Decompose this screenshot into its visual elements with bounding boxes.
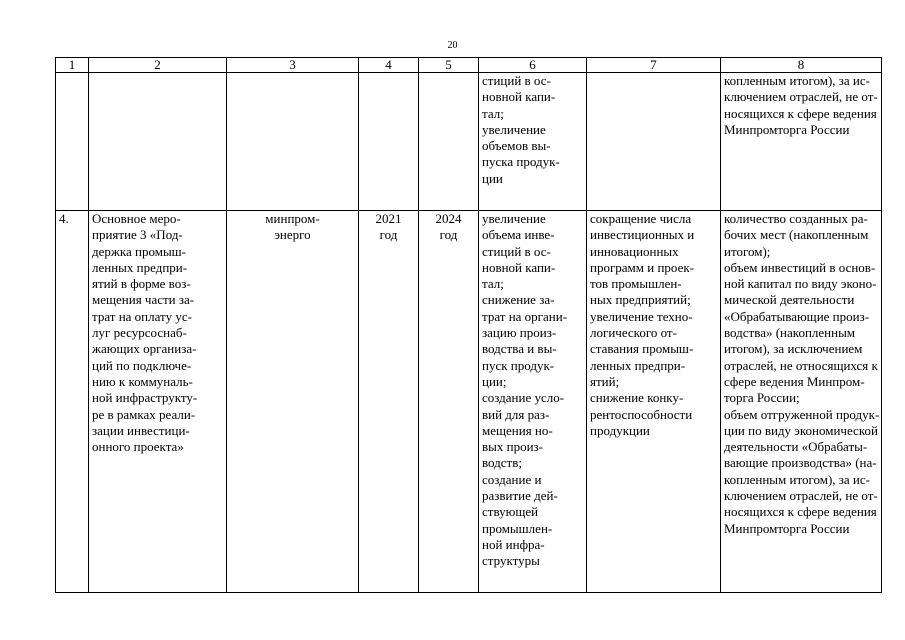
cell-expected-results — [479, 211, 587, 593]
cell-measure-name — [89, 211, 227, 593]
header-col-5: 5 — [419, 58, 479, 73]
text-line: снижение за- — [482, 292, 555, 308]
text-line: развитие дей- — [482, 488, 558, 504]
text-line: ключением отраслей, не от- — [724, 89, 878, 105]
text-line: количество созданных ра- — [724, 211, 868, 226]
text-line: энерго — [274, 227, 311, 243]
text-line: пуска продук- — [482, 154, 560, 170]
text-line: создание усло- — [482, 390, 565, 406]
text-line: промышлен- — [482, 520, 553, 536]
cell-row-number: 4. — [56, 211, 89, 593]
text-line: ной инфраструкту- — [92, 390, 198, 406]
text-line: вий для раз- — [482, 406, 550, 422]
text-line: водств; — [482, 455, 522, 471]
text-line: логического от- — [590, 325, 677, 341]
text-line: копленным итогом), за ис- — [724, 73, 870, 88]
cell-empty — [56, 73, 89, 211]
text-line: онного проекта» — [92, 439, 184, 455]
cell-indicators-continued — [721, 73, 882, 211]
text-line: объем отгруженной продук- — [724, 406, 880, 422]
text-line: ленных предпри- — [92, 259, 188, 275]
text-line: тов промышлен- — [590, 276, 682, 292]
text-line: создание и — [482, 471, 542, 487]
cell-empty — [89, 73, 227, 211]
text-line: минпром- — [265, 211, 320, 226]
text-line: бочих мест (накопленным — [724, 227, 869, 243]
text-line: стиций в ос- — [482, 243, 551, 259]
text-line: деятельности «Обрабаты- — [724, 439, 868, 455]
text-line: 2024 — [435, 211, 462, 226]
text-line: рентоспособности — [590, 406, 693, 422]
text-line: отраслей, не относящихся к — [724, 357, 878, 373]
text-line: увеличение — [482, 211, 546, 226]
header-col-8: 8 — [721, 58, 882, 73]
text-line: ций по подключе- — [92, 357, 192, 373]
text-line: Минпромторга России — [724, 121, 850, 137]
text-line: ных предприятий; — [590, 292, 691, 308]
table-row-measure-4 — [56, 211, 882, 593]
header-col-7: 7 — [587, 58, 721, 73]
text-line: ствующей — [482, 504, 539, 520]
text-line: стиций в ос- — [482, 73, 551, 88]
cell-empty — [419, 73, 479, 211]
text-line: ленных предпри- — [590, 357, 686, 373]
text-line: нию к коммуналь- — [92, 373, 193, 389]
text-line: мещения части за- — [92, 292, 195, 308]
text-line: мещения но- — [482, 422, 553, 438]
text-line: ятий; — [590, 373, 620, 389]
cell-start-year — [359, 211, 419, 593]
text-line: вающие производства» (на- — [724, 455, 877, 471]
text-line: программ и проек- — [590, 259, 694, 275]
text-line: ной инфра- — [482, 536, 545, 552]
table-row-continuation — [56, 73, 882, 211]
text-line: луг ресурсоснаб- — [92, 325, 187, 341]
cell-end-year — [419, 211, 479, 593]
text-line: жающих организа- — [92, 341, 197, 357]
text-line: зации инвестици- — [92, 422, 190, 438]
text-line: ной капитал по виду эконо- — [724, 276, 877, 292]
text-line: итогом); — [724, 243, 771, 259]
text-line: ятий в форме воз- — [92, 276, 191, 292]
program-table — [55, 57, 882, 593]
text-line: новной капи- — [482, 89, 556, 105]
text-line: тал; — [482, 276, 504, 292]
text-line: объема инве- — [482, 227, 555, 243]
cell-empty — [359, 73, 419, 211]
cell-empty — [227, 73, 359, 211]
text-line: продукции — [590, 422, 650, 438]
text-line: увеличение — [482, 121, 546, 137]
text-line: копленным итогом), за ис- — [724, 471, 870, 487]
text-line: новной капи- — [482, 259, 556, 275]
header-col-2: 2 — [89, 58, 227, 73]
text-line: инвестиционных и — [590, 227, 695, 243]
text-line: объем инвестиций в основ- — [724, 259, 876, 275]
text-line: трат на оплату ус- — [92, 308, 192, 324]
header-col-4: 4 — [359, 58, 419, 73]
text-line: держка промыш- — [92, 243, 187, 259]
header-col-6: 6 — [479, 58, 587, 73]
text-line: водства и вы- — [482, 341, 557, 357]
text-line: носящихся к сфере ведения — [724, 504, 877, 520]
text-line: приятие 3 «Под- — [92, 227, 183, 243]
text-line: инновационных — [590, 243, 679, 259]
text-line: мической деятельности — [724, 292, 855, 308]
page-number: 20 — [447, 40, 458, 51]
text-line: водства» (накопленным — [724, 325, 856, 341]
cell-results-continued — [479, 73, 587, 211]
text-line: 2021 — [375, 211, 402, 226]
text-line: ции; — [482, 373, 507, 389]
text-line: Минпромторга России — [724, 520, 850, 536]
text-line: ключением отраслей, не от- — [724, 488, 878, 504]
text-line: увеличение техно- — [590, 308, 693, 324]
text-line: ре в рамках реали- — [92, 406, 196, 422]
text-line: структуры — [482, 553, 540, 569]
text-line: «Обрабатывающие произ- — [724, 308, 870, 324]
text-line: зацию произ- — [482, 325, 557, 341]
cell-consequences — [587, 211, 721, 593]
cell-empty — [587, 73, 721, 211]
text-line: год — [379, 227, 398, 243]
text-line: снижение конку- — [590, 390, 684, 406]
header-col-3: 3 — [227, 58, 359, 73]
text-line: носящихся к сфере ведения — [724, 105, 877, 121]
text-line: вых произ- — [482, 439, 544, 455]
text-line: объемов вы- — [482, 138, 551, 154]
text-line: сфере ведения Минпром- — [724, 373, 865, 389]
text-line: тал; — [482, 105, 504, 121]
text-line: ции — [482, 170, 503, 186]
text-line: год — [439, 227, 458, 243]
cell-executor — [227, 211, 359, 593]
text-line: Основное меро- — [92, 211, 181, 226]
header-col-1: 1 — [56, 58, 89, 73]
text-line: ции по виду экономической — [724, 422, 878, 438]
text-line: сокращение числа — [590, 211, 692, 226]
text-line: торга России; — [724, 390, 800, 406]
text-line: пуск продук- — [482, 357, 555, 373]
text-line: ставания промыш- — [590, 341, 694, 357]
cell-indicators — [721, 211, 882, 593]
text-line: итогом), за исключением — [724, 341, 863, 357]
text-line: трат на органи- — [482, 308, 568, 324]
header-row — [56, 58, 882, 73]
